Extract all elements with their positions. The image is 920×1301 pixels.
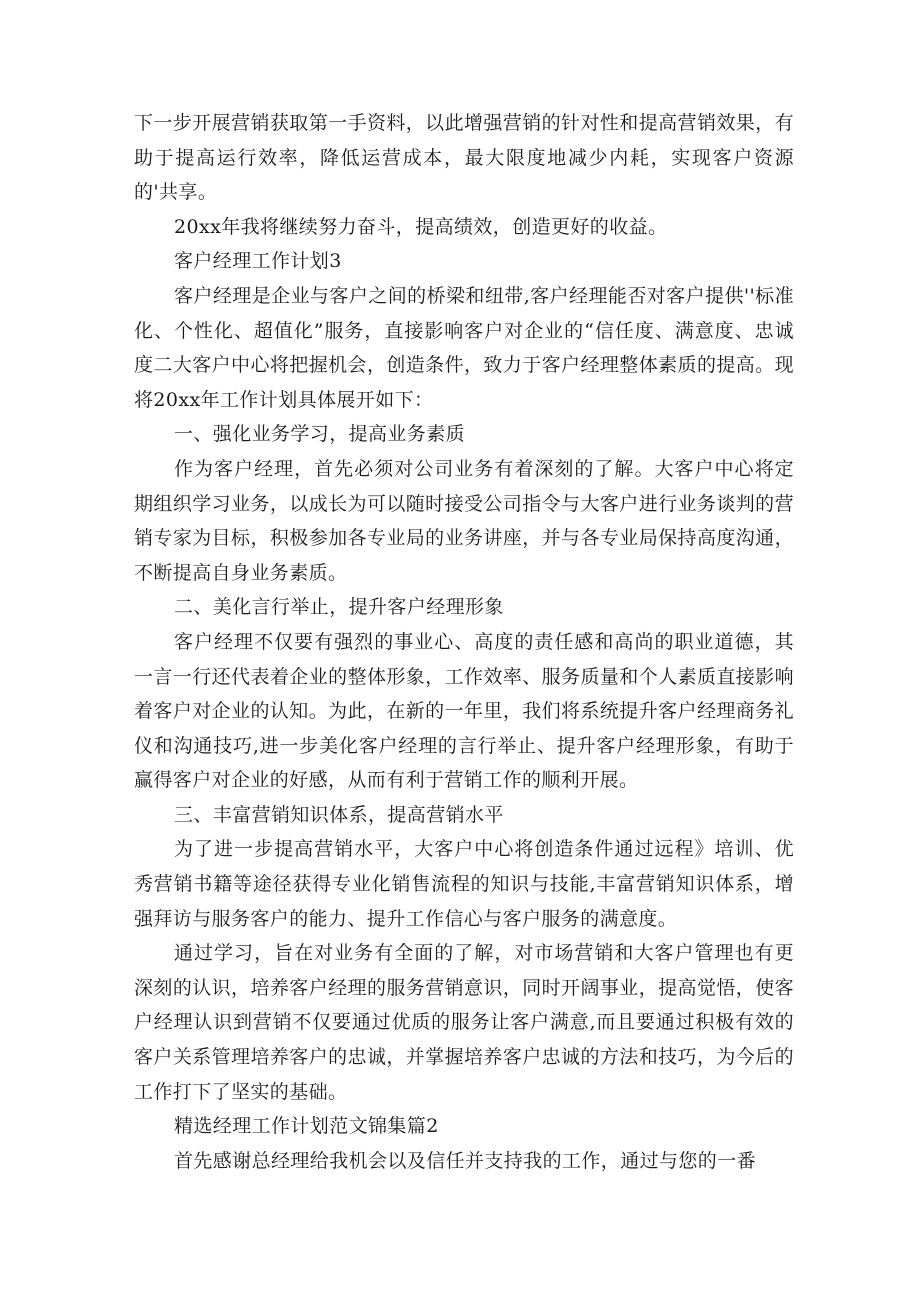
paragraph-business-learning: 作为客户经理，首先必须对公司业务有着深刻的了解。大客户中心将定期组织学习业务，以成长为可以随时接受公司指令与大客户进行业务谈判的营销专家为目标，积极参加各专业局的业务讲座，并与各专业局保持高度沟通，不断提高自身业务素质。 xyxy=(134,457,794,584)
paragraph-goal-statement: 20xx年我将继续努力奋斗，提高绩效，创造更好的收益。 xyxy=(174,215,668,238)
subheading-improve-image: 二、美化言行举止，提升客户经理形象 xyxy=(174,596,504,619)
paragraph-learning-outcomes: 通过学习，旨在对业务有全面的了解，对市场营销和大客户管理也有更深刻的认识，培养客户经理的服务营销意识，同时开阔事业，提高觉悟，使客户经理认识到营销不仅要通过优质的服务让客户满意,而且要通过积极有效的客户关系管理培养客户的忠诚，并掌握培养客户忠诚的方法和技巧，为今后的工作打下了坚实的基础。 xyxy=(134,942,794,1103)
paragraph-image-building: 客户经理不仅要有强烈的事业心、高度的责任感和高尚的职业道德，其一言一行还代表着企业的整体形象，工作效率、服务质量和个人素质直接影响着客户对企业的认知。为此，在新的一年里，我们将系统提升客户经理商务礼仪和沟通技巧,进一步美化客户经理的言行举止、提升客户经理形象，有助于赢得客户对企业的好感，从而有利于营销工作的顺利开展。 xyxy=(134,630,794,792)
subheading-marketing-knowledge: 三、丰富营销知识体系，提高营销水平 xyxy=(174,803,504,826)
section-heading-collection-2: 精选经理工作计划范文锦集篇2 xyxy=(174,1115,439,1138)
paragraph-plan-intro: 客户经理是企业与客户之间的桥梁和纽带,客户经理能否对客户提供''标准化、个性化、超值化”服务，直接影响客户对企业的“信任度、满意度、忠诚度二大客户中心将把握机会，创造条件，致力于客户经理整体素质的提高。现将20xx年工作计划具体展开如下： xyxy=(134,284,794,411)
document-body xyxy=(134,106,794,1178)
paragraph-continuation: 下一步开展营销获取第一手资料，以此增强营销的针对性和提高营销效果，有助于提高运行效率，降低运营成本，最大限度地减少内耗，实现客户资源的'共享。 xyxy=(134,112,794,204)
paragraph-thanks-opening: 首先感谢总经理给我机会以及信任并支持我的工作，通过与您的一番 xyxy=(174,1149,757,1172)
subheading-strengthen-learning: 一、强化业务学习，提高业务素质 xyxy=(174,423,466,446)
section-heading-plan-3: 客户经理工作计划3 xyxy=(174,250,342,273)
paragraph-marketing-training: 为了进一步提高营销水平，大客户中心将创造条件通过远程》培训、优秀营销书籍等途径获得专业化销售流程的知识与技能,丰富营销知识体系，增强拜访与服务客户的能力、提升工作信心与客户服务的满意度。 xyxy=(134,838,794,930)
